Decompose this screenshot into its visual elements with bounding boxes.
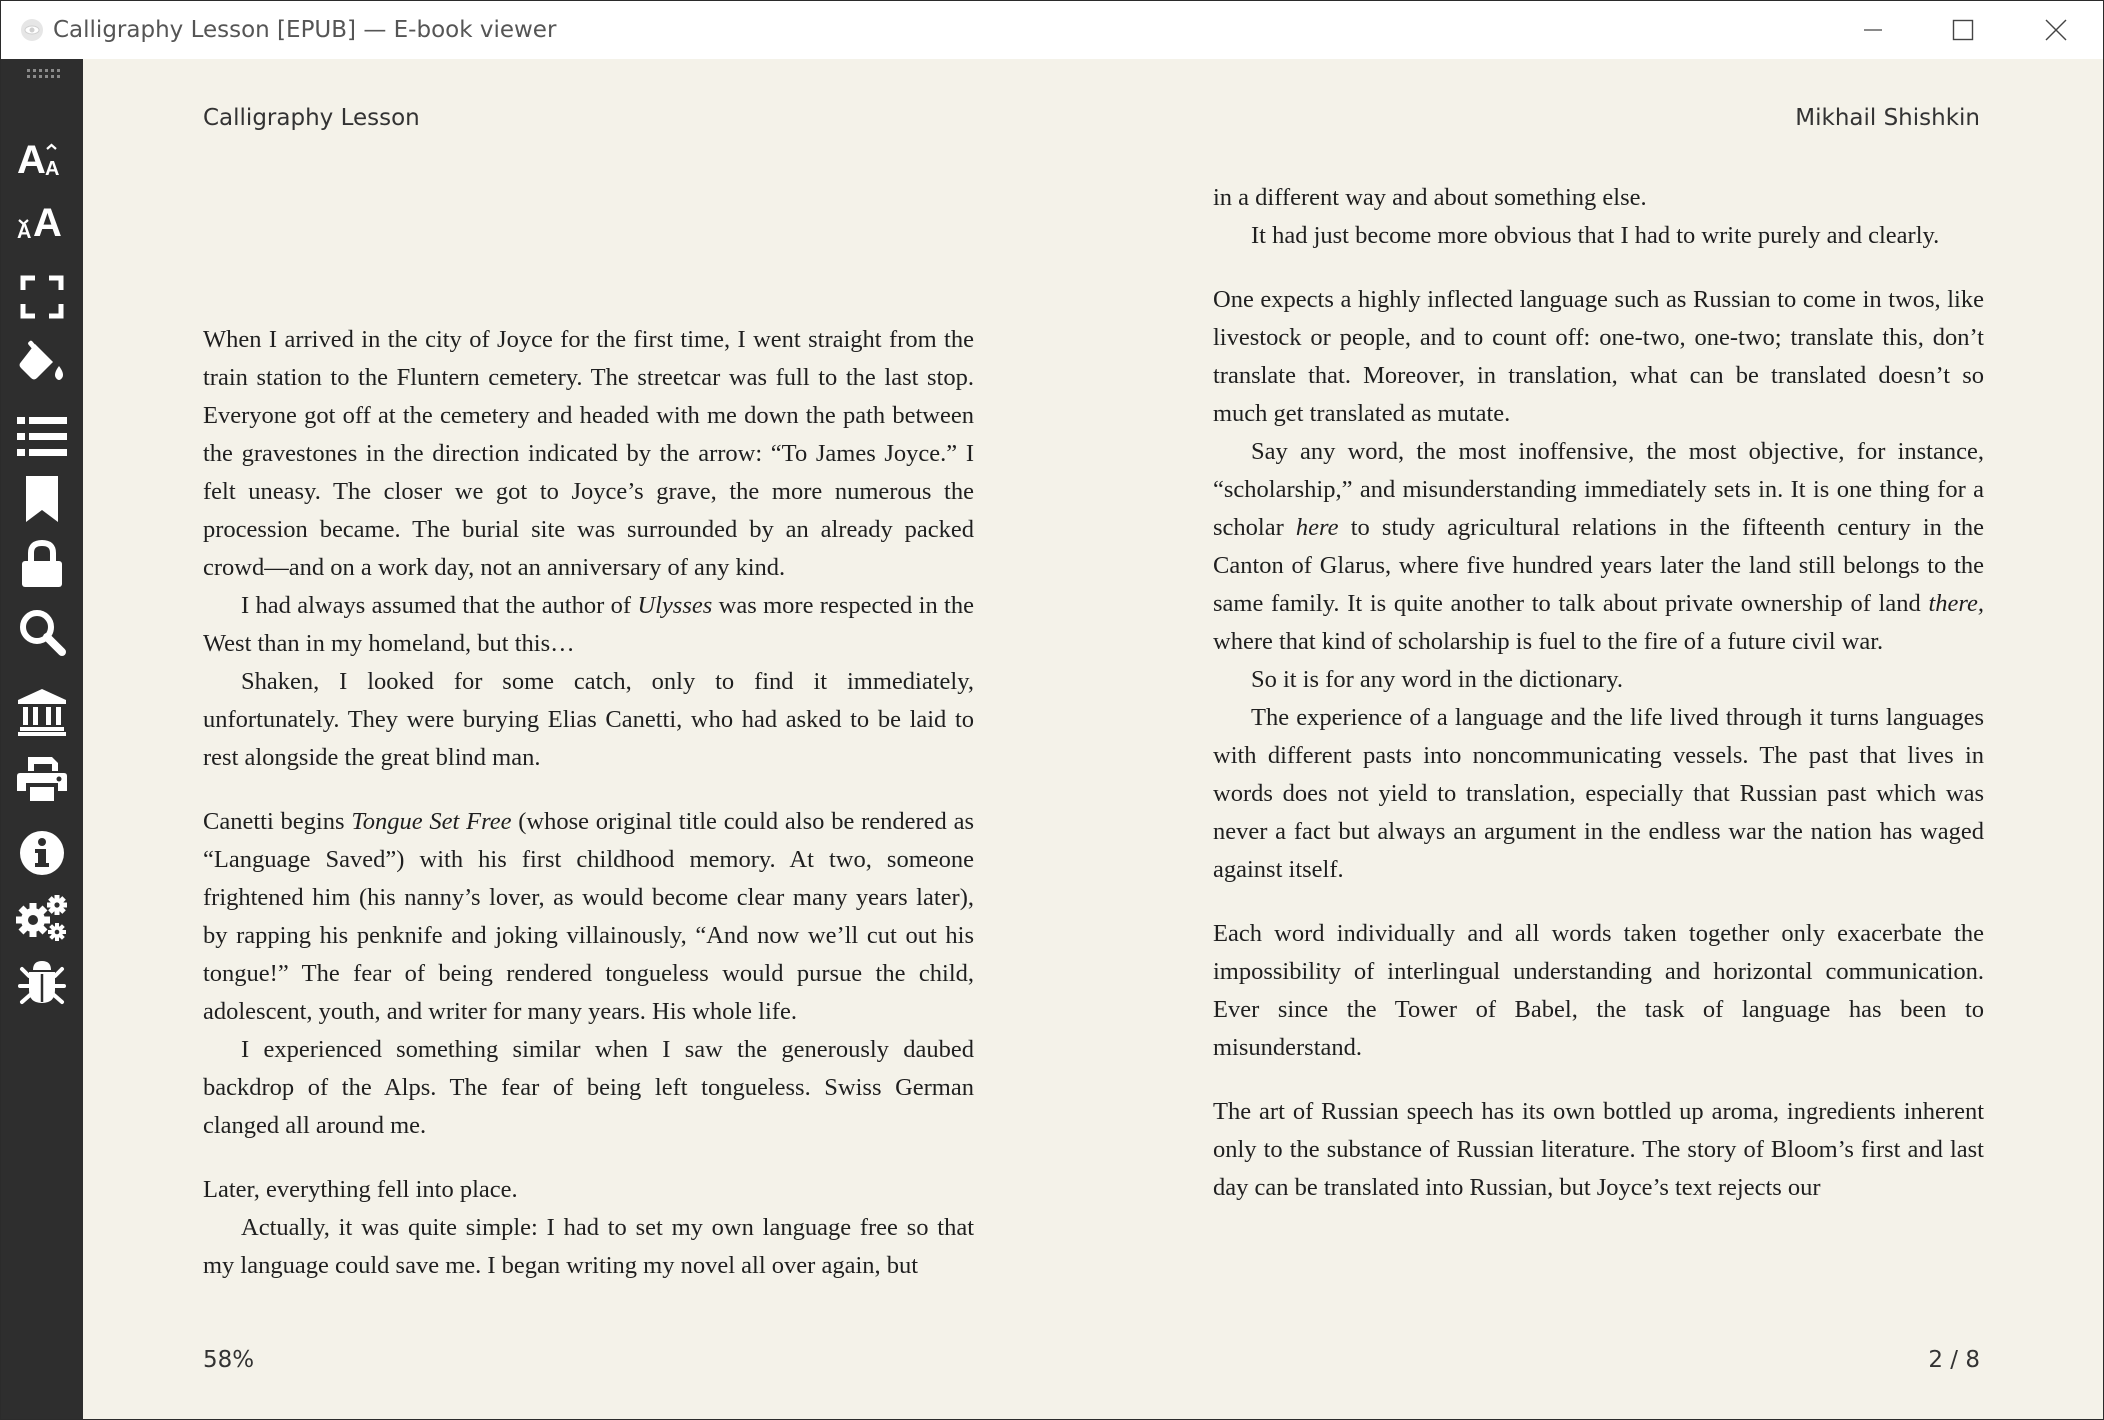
app-eye-icon: [19, 17, 45, 43]
paragraph: I had always assumed that the author of Ulysses was more respected in the West than in my homeland, but this…: [203, 592, 974, 657]
print-icon: [16, 755, 68, 803]
paragraph: It had just become more obvious that I had to write purely and clearly.: [1251, 222, 1940, 249]
bookmark-icon: [22, 474, 62, 524]
window-title: Calligraphy Lesson [EPUB] — E-book viewer: [53, 17, 557, 43]
action-sidebar: [1, 59, 83, 1420]
fullscreen-icon: [20, 275, 64, 319]
paragraph: When I arrived in the city of Joyce for the first time, I went straight from the train station to the Fluntern cemetery. The streetcar was full to the last stop. Everyone got off at the cemetery and headed with me down the path between the gravestones in the direction indicated by the arrow: “To James Joyce.” I felt uneasy. The closer we got to Joyce’s grave, the more numerous the procession became. The burial site was surrounded by an already packed crowd—and on a work day, not an anniversary of any kind.: [203, 326, 974, 581]
page-column-right: [1213, 179, 1984, 1207]
svg-text:A: A: [17, 138, 46, 179]
svg-text:A: A: [33, 201, 62, 242]
svg-text:A: A: [45, 158, 60, 179]
paragraph: Say any word, the most inoffensive, the most objective, for instance, “scholarship,” and misunderstanding immediately sets in. It is one thing for a scholar here to study agricultural relations in the fifteenth century in the Canton of Glarus, where five hundred years later the land still belongs to the same family. It is quite another to talk about private ownership of land there, where that kind of scholarship is fuel to the fire of a future civil war.: [1213, 438, 1985, 655]
minimize-button[interactable]: [1828, 1, 1918, 59]
paint-bucket-icon: [17, 340, 67, 386]
reference-mode-button[interactable]: [13, 684, 71, 740]
maximize-icon: [1952, 19, 1974, 41]
svg-text:A: A: [17, 221, 32, 242]
paragraph: One expects a highly inflected language such as Russian to come in twos, like livestock or people, and to count off: one-two, one-two; translate this, don’t translate that. Moreover, in translation, what can be translated doesn’t so much get translated as mutate.: [1213, 286, 1984, 427]
paragraph: The art of Russian speech has its own bottled up aroma, ingredients inherent only to the substance of Russian literature. The story of Bloom’s first and last day can be translated into Russian, but Joyce’s text rejects our: [1213, 1098, 1984, 1201]
library-icon: [17, 688, 67, 736]
bookmarks-button[interactable]: [13, 471, 71, 527]
book-author-header: Mikhail Shishkin: [1795, 105, 1980, 131]
info-icon: [19, 830, 65, 876]
fullscreen-button[interactable]: [13, 269, 71, 325]
font-increase-icon: [16, 135, 68, 179]
inspector-button[interactable]: [13, 954, 71, 1010]
preferences-button[interactable]: [13, 889, 71, 945]
paragraph: I experienced something similar when I saw the generously daubed backdrop of the Alps. The fear of being left tongueless. Swiss German clanged all around me.: [203, 1036, 974, 1139]
book-info-button[interactable]: [13, 825, 71, 881]
maximize-button[interactable]: [1918, 1, 2008, 59]
print-button[interactable]: [13, 751, 71, 807]
close-button[interactable]: [2011, 1, 2101, 59]
close-icon: [2045, 19, 2067, 41]
paragraph: So it is for any word in the dictionary.: [1251, 666, 1623, 693]
paragraph: Each word individually and all words taken together only exacerbate the impossibility of interlingual understanding and horizontal communication. Ever since the Tower of Babel, the task of language has been to misunderstand.: [1213, 920, 1984, 1061]
paragraph: Shaken, I looked for some catch, only to find it immediately, unfortunately. They were burying Elias Canetti, who had asked to be laid to rest alongside the great blind man.: [203, 668, 974, 771]
list-icon: [17, 416, 67, 458]
color-theme-button[interactable]: [13, 335, 71, 391]
book-title-header: Calligraphy Lesson: [203, 105, 420, 131]
search-icon: [18, 608, 66, 656]
minimize-icon: [1863, 20, 1883, 40]
paragraph: Actually, it was quite simple: I had to set my own language free so that my language could save me. I began writing my novel all over again, but: [203, 1214, 974, 1279]
paragraph: Canetti begins Tongue Set Free (whose original title could also be rendered as “Language Saved”) with his first childhood memory. At two, someone frightened him (his nanny’s lover, as would become clear many years later), by rapping his penknife and joking villainously, “And now we’ll cut out his tongue!” The fear of being rendered tongueless would pursue the child, adolescent, youth, and writer for many years. His whole life.: [203, 808, 975, 1025]
bug-icon: [18, 958, 66, 1006]
paragraph: The experience of a language and the life lived through it turns languages with different pasts into noncommunicating vessels. The past that lives in words does not yield to translation, especially that Russian past which was never a fact but always an argument in the endless war the nation has waged against itself.: [1213, 704, 1984, 883]
decrease-font-size-button[interactable]: [13, 192, 71, 248]
increase-font-size-button[interactable]: [13, 129, 71, 185]
lock-icon: [20, 539, 64, 589]
lock-button[interactable]: [13, 536, 71, 592]
page-column-left: [203, 321, 974, 1285]
gears-icon: [16, 893, 68, 941]
drag-handle-icon[interactable]: [27, 69, 63, 79]
search-button[interactable]: [13, 604, 71, 660]
paragraph: in a different way and about something else.: [1213, 184, 1647, 211]
font-decrease-icon: [16, 198, 68, 242]
paragraph: Later, everything fell into place.: [203, 1176, 518, 1203]
page-counter: 2 / 8: [1928, 1347, 1980, 1373]
table-of-contents-button[interactable]: [13, 409, 71, 465]
progress-percent: 58%: [203, 1347, 255, 1373]
title-bar[interactable]: [1, 1, 2103, 59]
reading-area[interactable]: [83, 59, 2103, 1419]
